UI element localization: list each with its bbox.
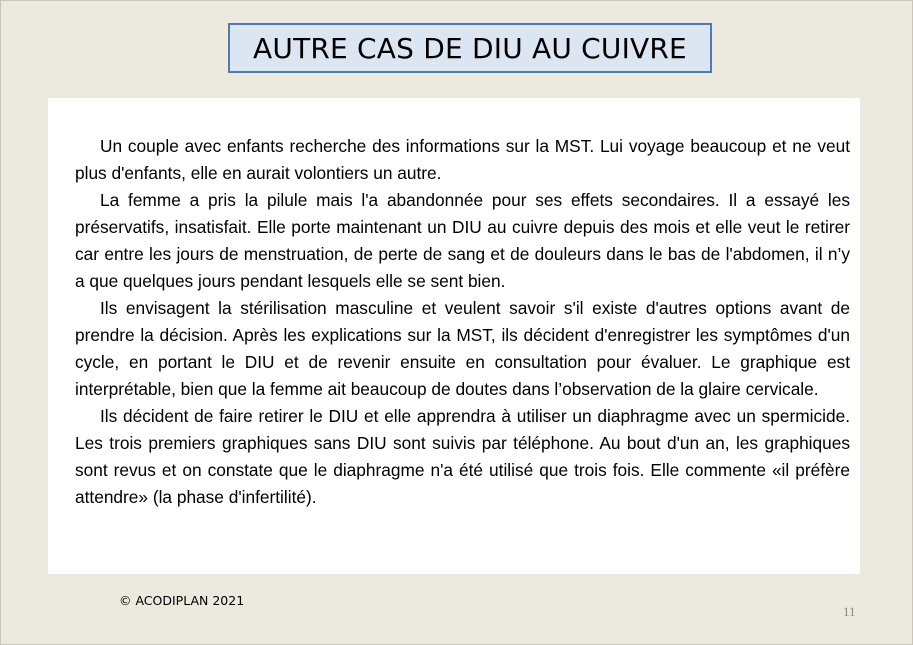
content-box [48,98,860,574]
copyright-text: © ACODIPLAN 2021 [119,593,245,608]
body-text [75,133,850,511]
paragraph-3: Ils envisagent la stérilisation masculine et veulent savoir s'il existe d'autres options avant de prendre la décision. Après les explications sur la MST, ils décident d'enregistrer les symptômes d'un cycle, en portant le DIU et de revenir ensuite en consultation pour évaluer. Le graphique est interprétable, bien que la femme ait beaucoup de doutes dans l’observation de la glaire cervicale. [75,298,850,399]
page-number: 11 [843,604,856,619]
paragraph-2: La femme a pris la pilule mais l'a abandonnée pour ses effets secondaires. Il a essayé les préservatifs, insatisfait. Elle porte maintenant un DIU au cuivre depuis des mois et elle veut le retirer car entre les jours de menstruation, de perte de sang et de douleurs dans le bas de l'abdomen, il n’y a que quelques jours pendant lesquels elle se sent bien. [75,190,850,291]
title-box [228,23,712,73]
paragraph-4: Ils décident de faire retirer le DIU et elle apprendra à utiliser un diaphragme avec un spermicide. Les trois premiers graphiques sans DIU sont suivis par téléphone. Au bout d'un an, les graphiques sont revus et on constate que le diaphragme n'a été utilisé que trois fois. Elle commente «il préfère attendre» (la phase d'infertilité). [75,406,850,507]
paragraph-1: Un couple avec enfants recherche des informations sur la MST. Lui voyage beaucoup et ne veut plus d'enfants, elle en aurait volontiers un autre. [75,136,850,183]
slide-title: AUTRE CAS DE DIU AU CUIVRE [253,31,687,65]
